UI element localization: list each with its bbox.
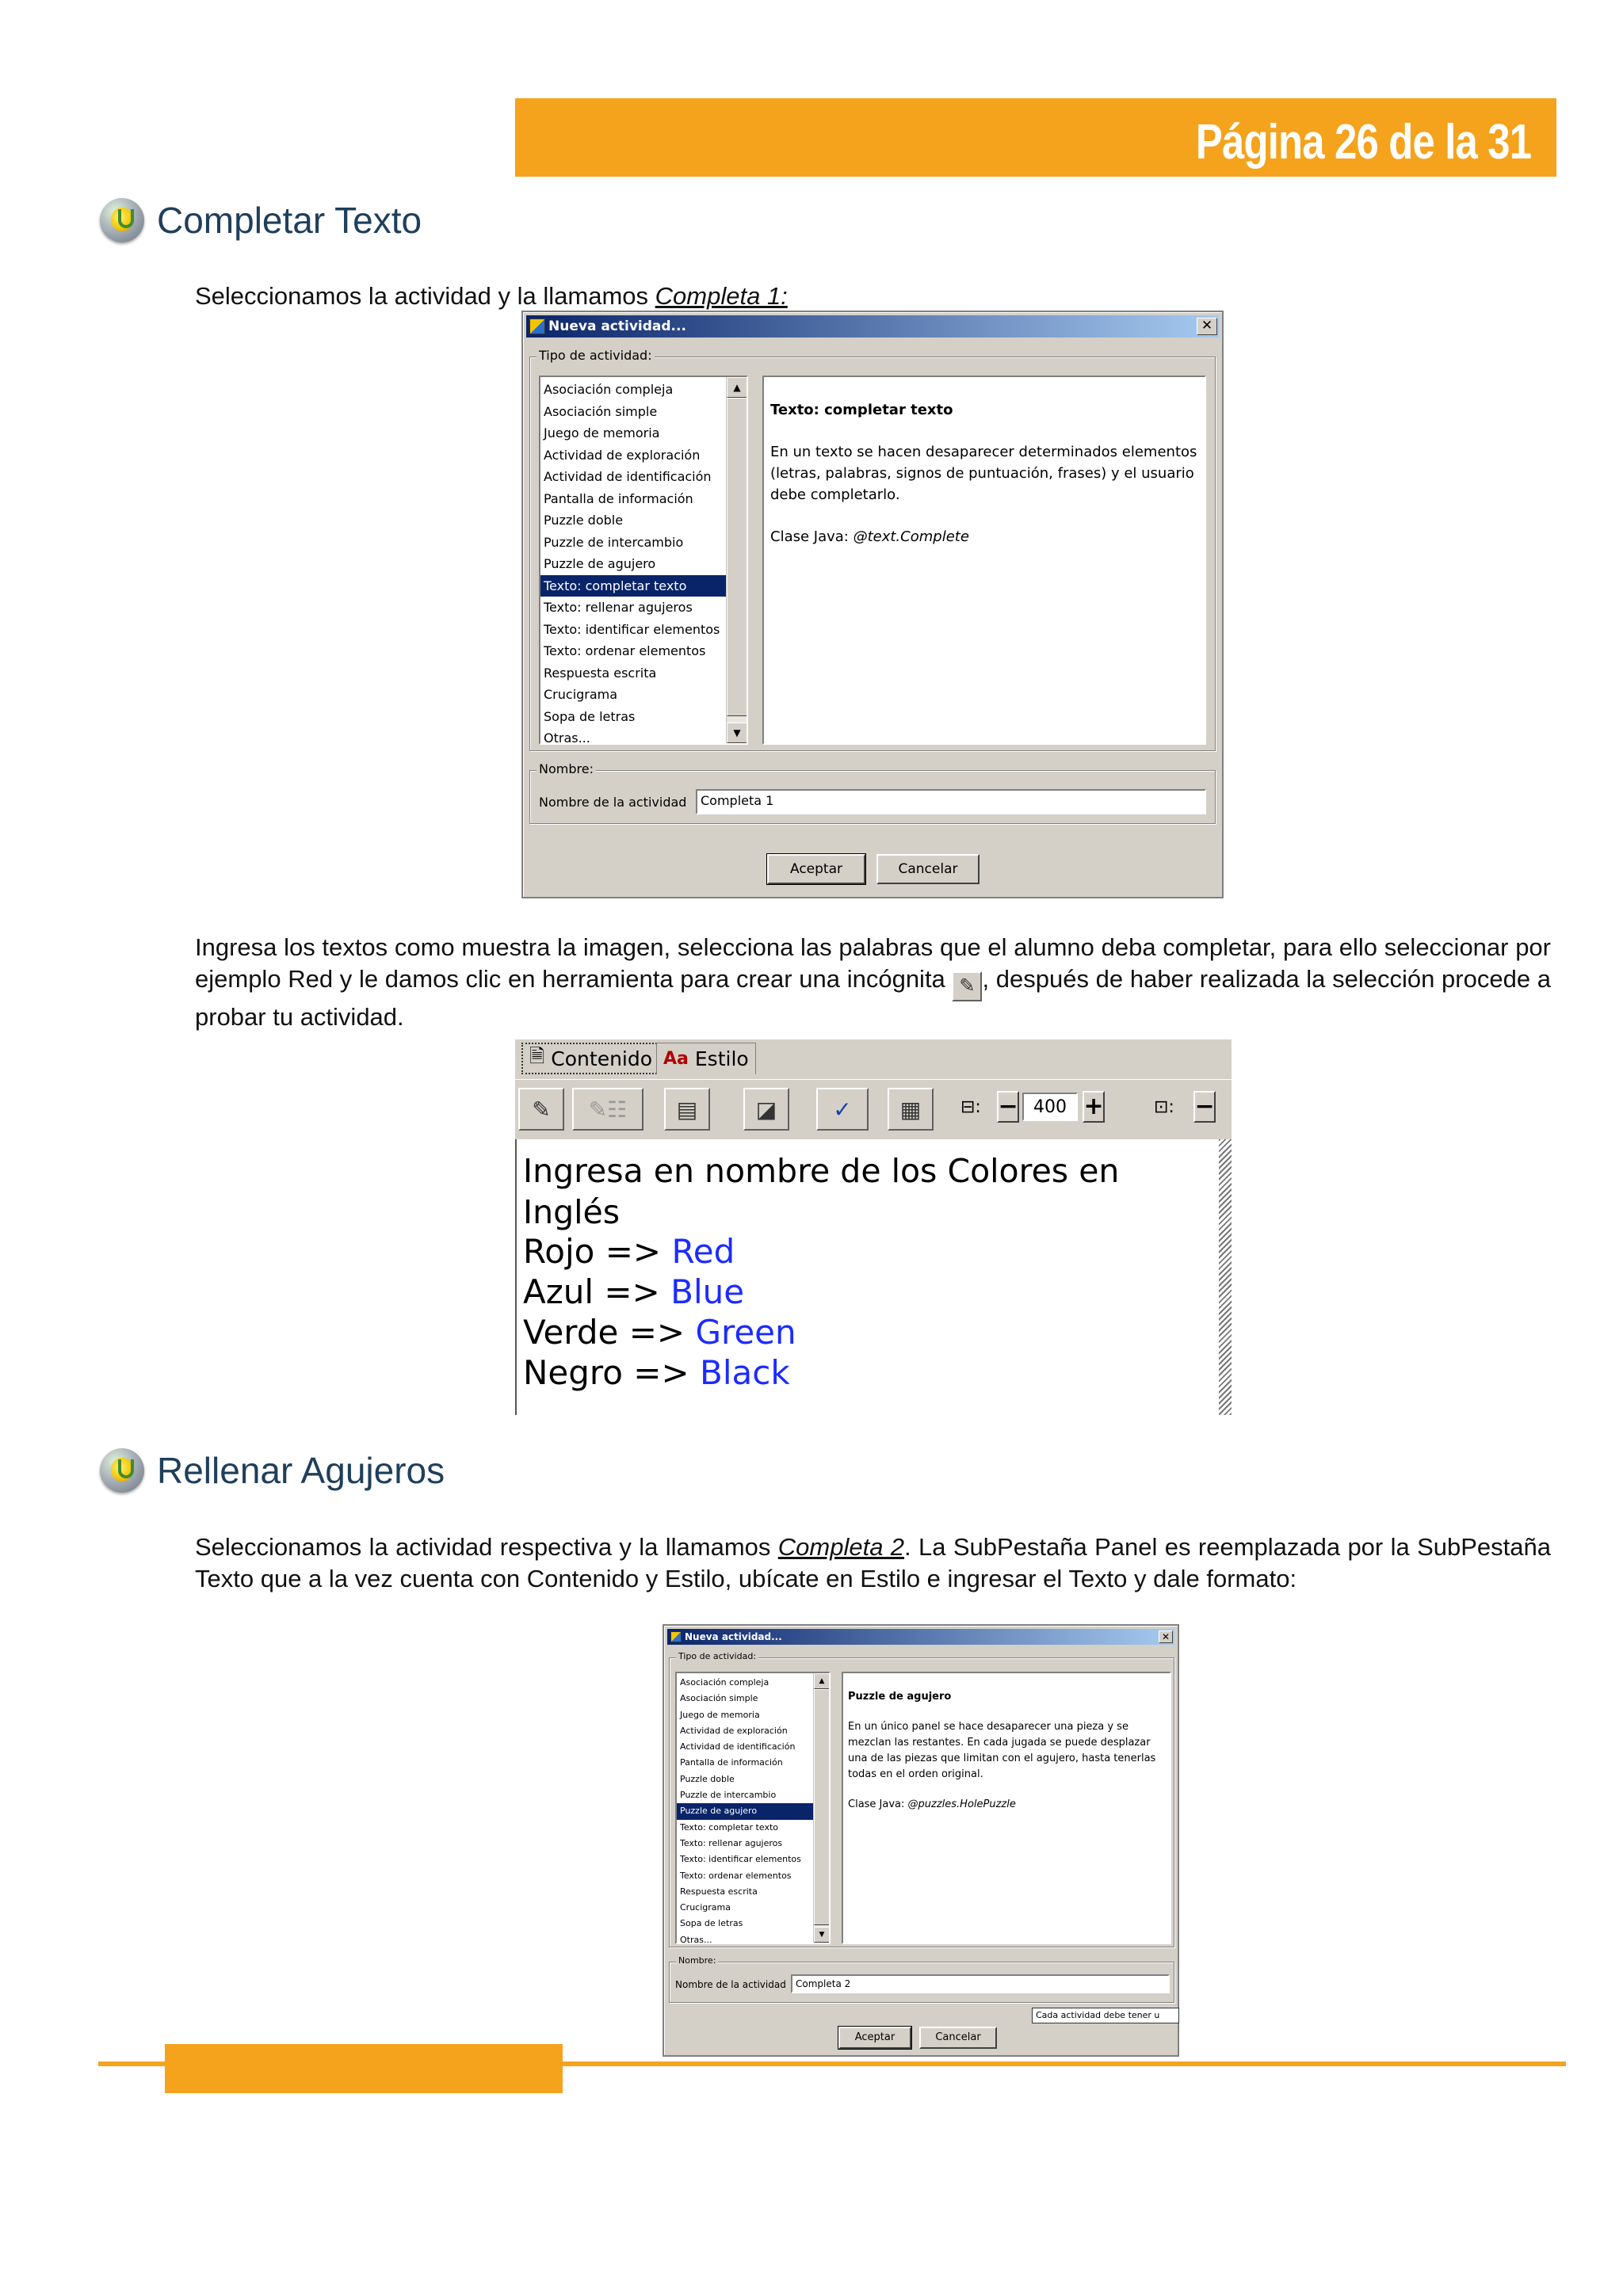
list-item[interactable]: Sopa de letras bbox=[544, 708, 636, 724]
list-item[interactable]: Asociación simple bbox=[680, 1693, 758, 1704]
footer-accent bbox=[165, 2044, 563, 2093]
name-label: Nombre de la actividad bbox=[539, 795, 687, 810]
group-legend: Tipo de actividad: bbox=[676, 1651, 758, 1661]
list-item[interactable]: Texto: rellenar agujeros bbox=[680, 1837, 783, 1848]
activity-type-list[interactable] bbox=[675, 1672, 831, 1944]
name-label: Nombre de la actividad bbox=[675, 1979, 786, 1990]
activity-type-list[interactable] bbox=[539, 376, 748, 745]
exercise-heading: Ingresa en nombre de los Colores en Inglés bbox=[523, 1152, 1120, 1231]
list-item[interactable]: Otras... bbox=[544, 730, 590, 745]
pencil-tool-icon: ✎ bbox=[952, 971, 982, 1001]
scroll-down-icon[interactable]: ▼ bbox=[814, 1927, 830, 1943]
list-item[interactable]: Puzzle de agujero bbox=[677, 1803, 813, 1819]
close-button[interactable]: ✕ bbox=[1197, 318, 1217, 335]
font-style-icon: Aa bbox=[663, 1049, 689, 1069]
list-item[interactable]: Actividad de identificación bbox=[680, 1741, 796, 1753]
list-item[interactable]: Puzzle de agujero bbox=[544, 556, 656, 571]
text-block-button[interactable]: ▤ bbox=[664, 1088, 710, 1131]
activity-name-input[interactable]: Completa 2 bbox=[791, 1974, 1170, 1993]
bullet-icon bbox=[100, 1448, 144, 1493]
list-item[interactable]: Juego de memoria bbox=[544, 425, 660, 441]
width-decrease-button[interactable]: − bbox=[997, 1091, 1019, 1123]
document-icon: 🗎 bbox=[529, 1044, 545, 1067]
list-item[interactable]: Respuesta escrita bbox=[544, 665, 657, 681]
width-icon: ⊟: bbox=[960, 1097, 981, 1117]
list-item[interactable]: Pantalla de información bbox=[680, 1757, 783, 1768]
list-item[interactable]: Texto: completar texto bbox=[680, 1821, 778, 1833]
text-editor-panel bbox=[515, 1039, 1232, 1415]
dialog-titlebar bbox=[526, 315, 1219, 338]
exercise-line bbox=[523, 1272, 1219, 1312]
activity-name-input[interactable]: Completa 1 bbox=[696, 789, 1206, 814]
new-activity-dialog-2 bbox=[663, 1624, 1179, 2057]
app-icon bbox=[529, 318, 545, 334]
list-item[interactable]: Puzzle de intercambio bbox=[544, 534, 684, 550]
create-target-button[interactable]: ✎ bbox=[518, 1088, 564, 1131]
list-item[interactable]: Texto: rellenar agujeros bbox=[544, 600, 693, 615]
list-item[interactable]: Actividad de exploración bbox=[680, 1725, 788, 1736]
list-item[interactable]: Asociación compleja bbox=[544, 382, 674, 397]
list-item[interactable]: Texto: identificar elementos bbox=[680, 1854, 801, 1865]
exercise-line bbox=[523, 1231, 1219, 1272]
intro-paragraph: Seleccionamos la actividad y la llamamos Completa 1: bbox=[195, 282, 788, 310]
exercise-line bbox=[523, 1352, 1219, 1393]
insert-cell-button[interactable]: ◪ bbox=[743, 1088, 789, 1131]
resize-edge[interactable] bbox=[1219, 1139, 1232, 1415]
dialog-titlebar bbox=[667, 1629, 1174, 1645]
line-prompt: Azul => bbox=[523, 1272, 671, 1311]
description-title: Puzzle de agujero bbox=[848, 1691, 952, 1703]
list-item[interactable]: Asociación simple bbox=[544, 403, 658, 419]
width-input[interactable]: 400 bbox=[1022, 1093, 1078, 1121]
description-title: Texto: completar texto bbox=[770, 402, 953, 418]
dialog-title: Nueva actividad... bbox=[685, 1631, 782, 1642]
section2-paragraph: Seleccionamos la actividad respectiva y la llamamos Completa 2. La SubPestaña Panel es reemplazada por la SubPestaña Texto que a la vez cuenta con Contenido y Estilo, ubícate en Estilo e ingresar el Texto y dale formato: bbox=[195, 1533, 1552, 1592]
list-scrollbar[interactable] bbox=[813, 1673, 829, 1943]
scroll-up-icon[interactable]: ▲ bbox=[814, 1673, 830, 1689]
list-item[interactable]: Respuesta escrita bbox=[680, 1886, 758, 1897]
list-item[interactable]: Puzzle doble bbox=[680, 1773, 735, 1784]
line-answer[interactable]: Green bbox=[695, 1313, 796, 1352]
accept-button[interactable]: Aceptar bbox=[838, 2027, 911, 2049]
section-title: Completar Texto bbox=[157, 200, 422, 241]
list-item[interactable]: Texto: identificar elementos bbox=[544, 621, 720, 637]
section-heading-completar bbox=[100, 198, 422, 242]
app-icon bbox=[670, 1631, 682, 1642]
tab-estilo[interactable]: Aa Estilo bbox=[656, 1043, 756, 1074]
page-number-banner bbox=[515, 98, 1556, 177]
list-item[interactable]: Sopa de letras bbox=[680, 1918, 743, 1929]
scroll-thumb[interactable] bbox=[814, 1689, 830, 1925]
list-item[interactable]: Actividad de exploración bbox=[544, 447, 701, 463]
check-button[interactable]: ✓ bbox=[816, 1088, 869, 1131]
list-item[interactable]: Actividad de identificación bbox=[544, 469, 712, 484]
edit-target-button[interactable]: ✎☷ bbox=[572, 1088, 643, 1131]
line-answer[interactable]: Red bbox=[671, 1232, 735, 1271]
exercise-line bbox=[523, 1312, 1219, 1352]
activity-name-ref: Completa 2 bbox=[777, 1533, 905, 1561]
java-class: Clase Java: @text.Complete bbox=[770, 528, 969, 545]
list-item[interactable]: Pantalla de información bbox=[544, 490, 693, 506]
editor-toolbar bbox=[515, 1079, 1232, 1135]
name-group-legend: Nombre: bbox=[676, 1955, 718, 1966]
accept-button[interactable]: Aceptar bbox=[767, 854, 865, 884]
scroll-thumb[interactable] bbox=[727, 398, 747, 716]
name-group-legend: Nombre: bbox=[537, 761, 596, 776]
line-prompt: Verde => bbox=[523, 1313, 696, 1352]
height-decrease-button[interactable]: − bbox=[1193, 1091, 1216, 1123]
text-content-area[interactable] bbox=[515, 1139, 1219, 1415]
list-item[interactable]: Crucigrama bbox=[544, 687, 618, 702]
line-answer[interactable]: Black bbox=[700, 1353, 790, 1392]
activity-description bbox=[762, 376, 1206, 745]
height-icon: ⊡: bbox=[1154, 1097, 1174, 1117]
dialog-title: Nueva actividad... bbox=[548, 318, 686, 334]
list-item[interactable]: Puzzle doble bbox=[544, 513, 624, 528]
cancel-button[interactable]: Cancelar bbox=[919, 2027, 997, 2049]
list-item[interactable]: Texto: ordenar elementos bbox=[680, 1870, 792, 1881]
list-item[interactable]: Crucigrama bbox=[680, 1902, 731, 1913]
new-activity-dialog bbox=[521, 311, 1224, 898]
bullet-icon bbox=[100, 198, 144, 242]
activity-description bbox=[842, 1672, 1171, 1944]
description-body: En un texto se hacen desaparecer determinados elementos (letras, palabras, signos de puntuación, frases) y el usuario debe completarlo. bbox=[770, 444, 1197, 503]
page-number-label: Página 26 de la 31 bbox=[1195, 115, 1531, 170]
tab-contenido[interactable]: 🗎 Contenido bbox=[521, 1043, 660, 1074]
list-item[interactable]: Texto: completar texto bbox=[540, 575, 726, 597]
line-prompt: Negro => bbox=[523, 1353, 701, 1392]
list-item[interactable]: Juego de memoria bbox=[680, 1709, 760, 1720]
scroll-up-icon[interactable]: ▲ bbox=[727, 377, 747, 398]
layout-button[interactable]: ▦ bbox=[888, 1088, 934, 1131]
list-item[interactable]: Otras... bbox=[680, 1934, 712, 1944]
java-class: Clase Java: @puzzles.HolePuzzle bbox=[848, 1798, 1016, 1810]
description-body: En un único panel se hace desaparecer una pieza y se mezclan las restantes. En cada jugada se puede desplazar una de las piezas que limitan con el agujero, hasta tenerlas todas en el orden original. bbox=[848, 1721, 1156, 1780]
list-scrollbar[interactable] bbox=[726, 377, 747, 743]
cancel-button[interactable]: Cancelar bbox=[876, 854, 980, 884]
scroll-down-icon[interactable]: ▼ bbox=[727, 723, 747, 743]
group-legend: Tipo de actividad: bbox=[537, 348, 655, 363]
instructions-paragraph: Ingresa los textos como muestra la imagen, selecciona las palabras que el alumno deba completar, para ello seleccionar por ejemplo Red y le damos clic en herramienta para crear una incógnita ✎ , después de haber realizada la selección procede a probar tu actividad. bbox=[195, 933, 1551, 1031]
close-button[interactable]: ✕ bbox=[1159, 1630, 1173, 1643]
list-item[interactable]: Puzzle de intercambio bbox=[680, 1790, 777, 1801]
activity-name-ref: Completa 1: bbox=[655, 282, 788, 310]
list-item[interactable]: Asociación compleja bbox=[680, 1677, 769, 1688]
width-increase-button[interactable]: + bbox=[1083, 1091, 1105, 1123]
section-title: Rellenar Agujeros bbox=[157, 1450, 445, 1491]
section-heading-rellenar bbox=[100, 1448, 445, 1493]
tooltip: Cada actividad debe tener u bbox=[1032, 2008, 1179, 2023]
line-prompt: Rojo => bbox=[523, 1232, 672, 1271]
line-answer[interactable]: Blue bbox=[670, 1272, 745, 1311]
list-item[interactable]: Texto: ordenar elementos bbox=[544, 643, 706, 658]
